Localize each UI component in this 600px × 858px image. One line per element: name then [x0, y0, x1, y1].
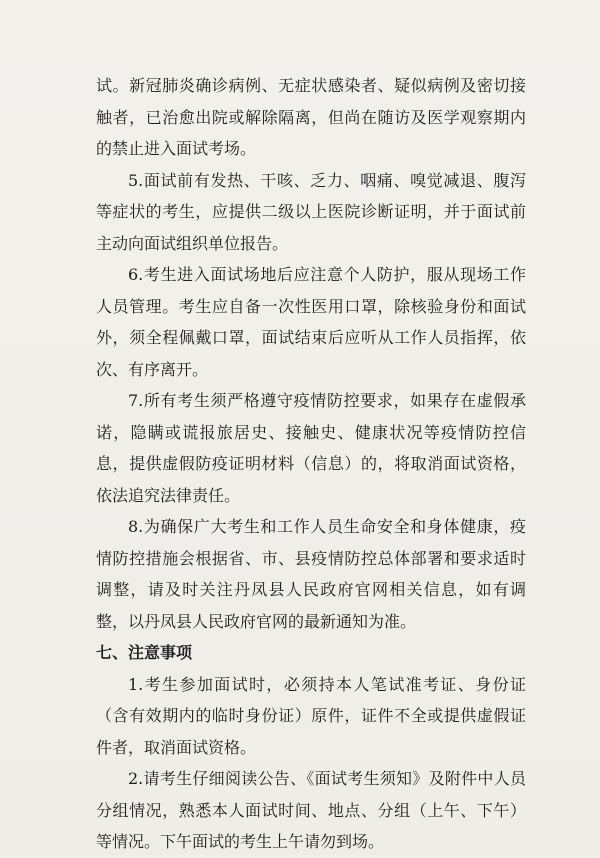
- paragraph-continuation: 试。新冠肺炎确诊病例、无症状感染者、疑似病例及密切接触者，已治愈出院或解除隔离，但尚在随访及医学观察期内的禁止进入面试考场。: [96, 76, 526, 158]
- paragraph-item-7: 7.所有考生须严格遵守疫情防控要求，如果存在虚假承诺，隐瞒或谎报旅居史、接触史、健康状况等疫情防控信息，提供虚假防疫证明材料（信息）的，将取消面试资格，依法追究法律责任。: [96, 391, 526, 505]
- paragraph-item-6: 6.考生进入面试场地后应注意个人防护，服从现场工作人员管理。考生应自备一次性医用口罩，除核验身份和面试外，须全程佩戴口罩，面试结束后应听从工作人员指挥，依次、有序离开。: [96, 265, 526, 379]
- notice-item-1: 1.考生参加面试时，必须持本人笔试准考证、身份证（含有效期内的临时身份证）原件，证件不全或提供虚假证件者，取消面试资格。: [96, 674, 526, 757]
- paragraph-item-8: 8.为确保广大考生和工作人员生命安全和身体健康，疫情防控措施会根据省、市、县疫情防控总体部署和要求适时调整，请及时关注丹凤县人民政府官网相关信息，如有调整，以丹凤县人民政府官网的最新通知为准。: [96, 517, 526, 631]
- notice-item-2: 2.请考生仔细阅读公告、《面试考生须知》及附件中人员分组情况，熟悉本人面试时间、地点、分组（上午、下午）等情况。下午面试的考生上午请勿到场。: [96, 769, 526, 851]
- document-body: [96, 70, 526, 858]
- section-heading: 七、注意事项: [96, 643, 193, 662]
- paragraph-item-5: 5.面试前有发热、干咳、乏力、咽痛、嗅觉减退、腹泻等症状的考生，应提供二级以上医院诊断证明，并于面试前主动向面试组织单位报告。: [96, 170, 526, 253]
